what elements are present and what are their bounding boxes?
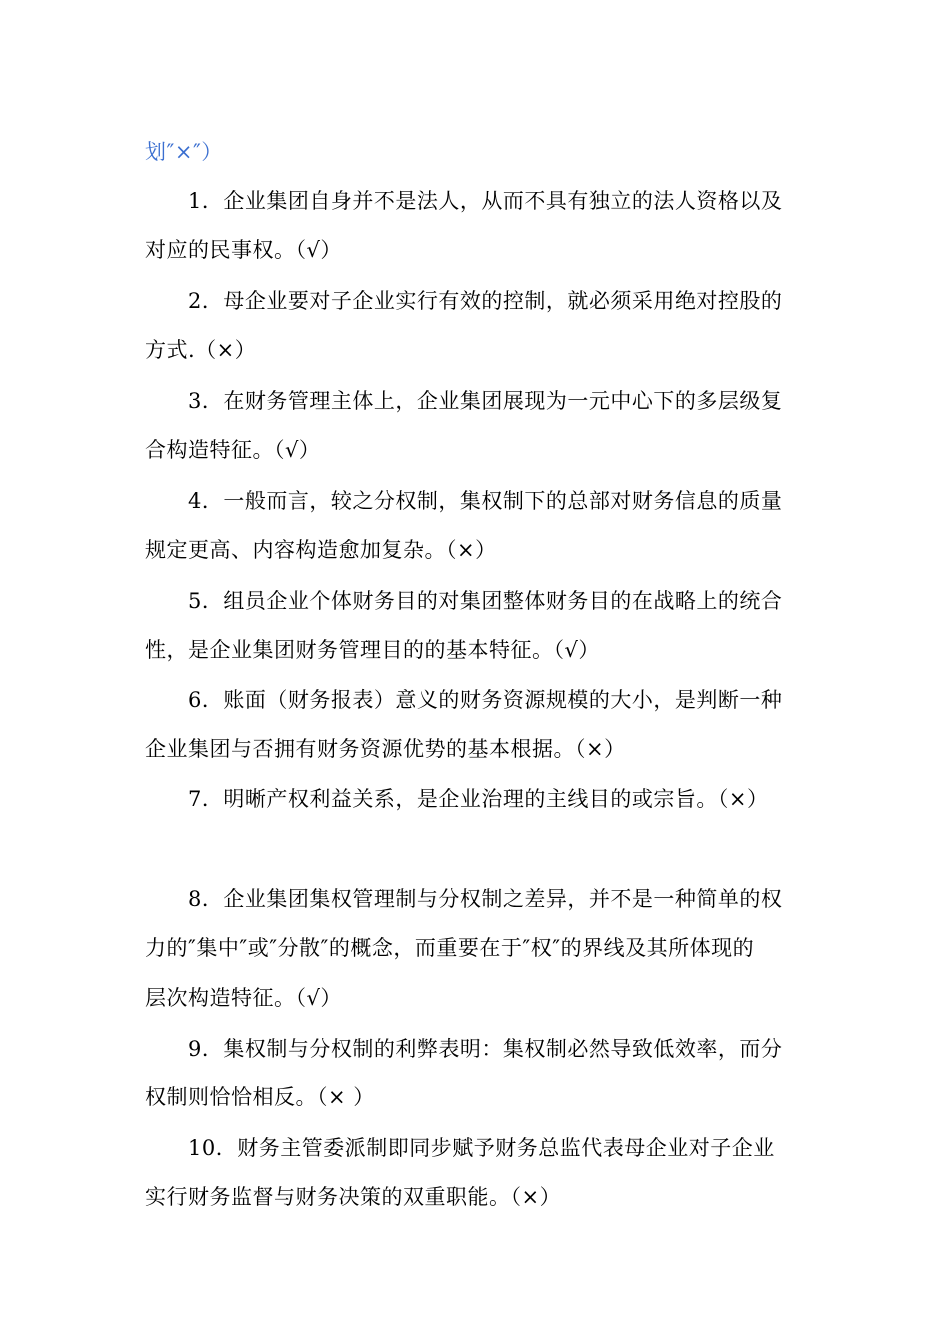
question-6-line-1: 6．账面（财务报表）意义的财务资源规模的大小，是判断一种 bbox=[188, 688, 783, 712]
question-2-line-2: 方式.（×） bbox=[145, 338, 257, 362]
question-6-line-2: 企业集团与否拥有财务资源优势的基本根据。（×） bbox=[145, 737, 626, 761]
question-2-line-1: 2．母企业要对子企业实行有效的控制，就必须采用绝对控股的 bbox=[188, 289, 783, 313]
question-8-line-2: 力的″集中″或″分散″的概念，而重要在于″权″的界线及其所体现的 bbox=[145, 936, 755, 960]
question-8-line-1: 8．企业集团集权管理制与分权制之差异，并不是一种简单的权 bbox=[188, 887, 783, 911]
question-1-line-2: 对应的民事权。（√） bbox=[145, 238, 342, 262]
continued-text-fragment: 划″×″） bbox=[145, 140, 223, 164]
question-9-line-2: 权制则恰恰相反。（× ） bbox=[145, 1085, 375, 1109]
question-3-line-2: 合构造特征。（√） bbox=[145, 438, 321, 462]
question-10-line-2: 实行财务监督与财务决策的双重职能。（×） bbox=[145, 1185, 562, 1209]
question-4-line-2: 规定更高、内容构造愈加复杂。（×） bbox=[145, 538, 497, 562]
question-3-line-1: 3．在财务管理主体上，企业集团展现为一元中心下的多层级复 bbox=[188, 389, 783, 413]
question-9-line-1: 9．集权制与分权制的利弊表明：集权制必然导致低效率，而分 bbox=[188, 1037, 783, 1061]
question-8-line-3: 层次构造特征。（√） bbox=[145, 986, 342, 1010]
question-5-line-2: 性，是企业集团财务管理目的的基本特征。（√） bbox=[145, 638, 600, 662]
question-10-line-1: 10．财务主管委派制即同步赋予财务总监代表母企业对子企业 bbox=[188, 1136, 775, 1160]
question-5-line-1: 5．组员企业个体财务目的对集团整体财务目的在战略上的统合 bbox=[188, 589, 783, 613]
question-1-line-1: 1．企业集团自身并不是法人，从而不具有独立的法人资格以及 bbox=[188, 189, 783, 213]
question-4-line-1: 4．一般而言，较之分权制，集权制下的总部对财务信息的质量 bbox=[188, 489, 783, 513]
question-7-line-1: 7．明晰产权利益关系，是企业治理的主线目的或宗旨。（×） bbox=[188, 787, 769, 811]
